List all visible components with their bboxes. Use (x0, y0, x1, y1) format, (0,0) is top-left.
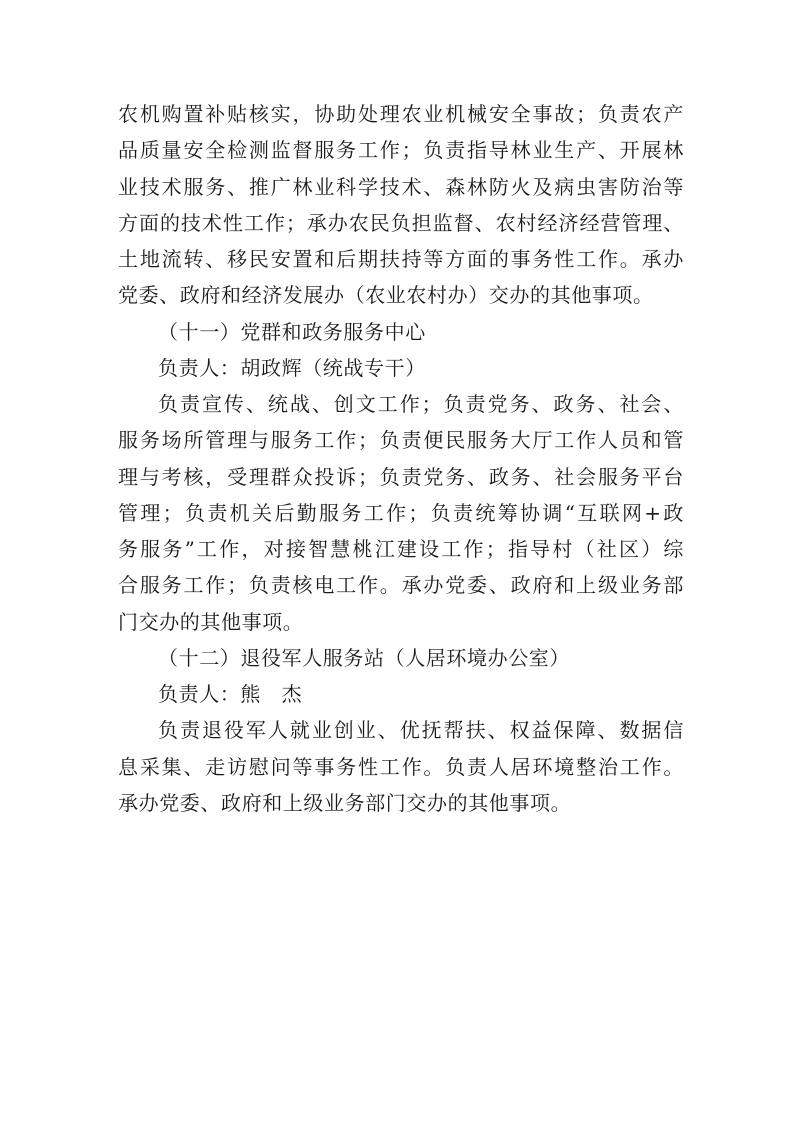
paragraph-line: 息采集、走访慰问等事务性工作。负责人居环境整治工作。 (118, 754, 684, 779)
paragraph-line: 合服务工作；负责核电工作。承办党委、政府和上级业务部 (118, 573, 684, 598)
section-heading-party-service-center: （十一）党群和政务服务中心 (158, 319, 426, 344)
paragraph-line: 服务场所管理与服务工作；负责便民服务大厅工作人员和管 (118, 428, 684, 453)
paragraph-line: 承办党委、政府和上级业务部门交办的其他事项。 (118, 790, 572, 815)
paragraph-line: 负责退役军人就业创业、优抚帮扶、权益保障、数据信 (158, 718, 684, 743)
responsible-person-line: 负责人：胡政辉（统战专干） (158, 355, 426, 380)
paragraph-line: 业技术服务、推广林业科学技术、森林防火及病虫害防治等 (118, 174, 684, 199)
paragraph-line: 品质量安全检测监督服务工作；负责指导林业生产、开展林 (118, 138, 684, 163)
paragraph-line: 务服务”工作，对接智慧桃江建设工作；指导村（社区）综 (118, 537, 684, 561)
section-heading-veterans-service-station: （十二）退役军人服务站（人居环境办公室） (158, 645, 570, 670)
paragraph-line: 理与考核，受理群众投诉；负责党务、政务、社会服务平台 (118, 464, 684, 489)
paragraph-line: 负责宣传、统战、创文工作；负责党务、政务、社会、 (158, 392, 684, 416)
paragraph-line: 农机购置补贴核实，协助处理农业机械安全事故；负责农产 (118, 102, 684, 126)
paragraph-line: 管理；负责机关后勤服务工作；负责统筹协调“互联网+政 (118, 500, 684, 525)
paragraph-line: 土地流转、移民安置和后期扶持等方面的事务性工作。承办 (118, 247, 684, 271)
paragraph-line: 门交办的其他事项。 (118, 609, 304, 634)
document-body (118, 96, 684, 821)
responsible-person-line: 负责人：熊 杰 (158, 682, 303, 706)
paragraph-line: 方面的技术性工作；承办农民负担监督、农村经济经营管理、 (118, 210, 684, 235)
paragraph-line: 党委、政府和经济发展办（农业农村办）交办的其他事项。 (118, 283, 654, 308)
